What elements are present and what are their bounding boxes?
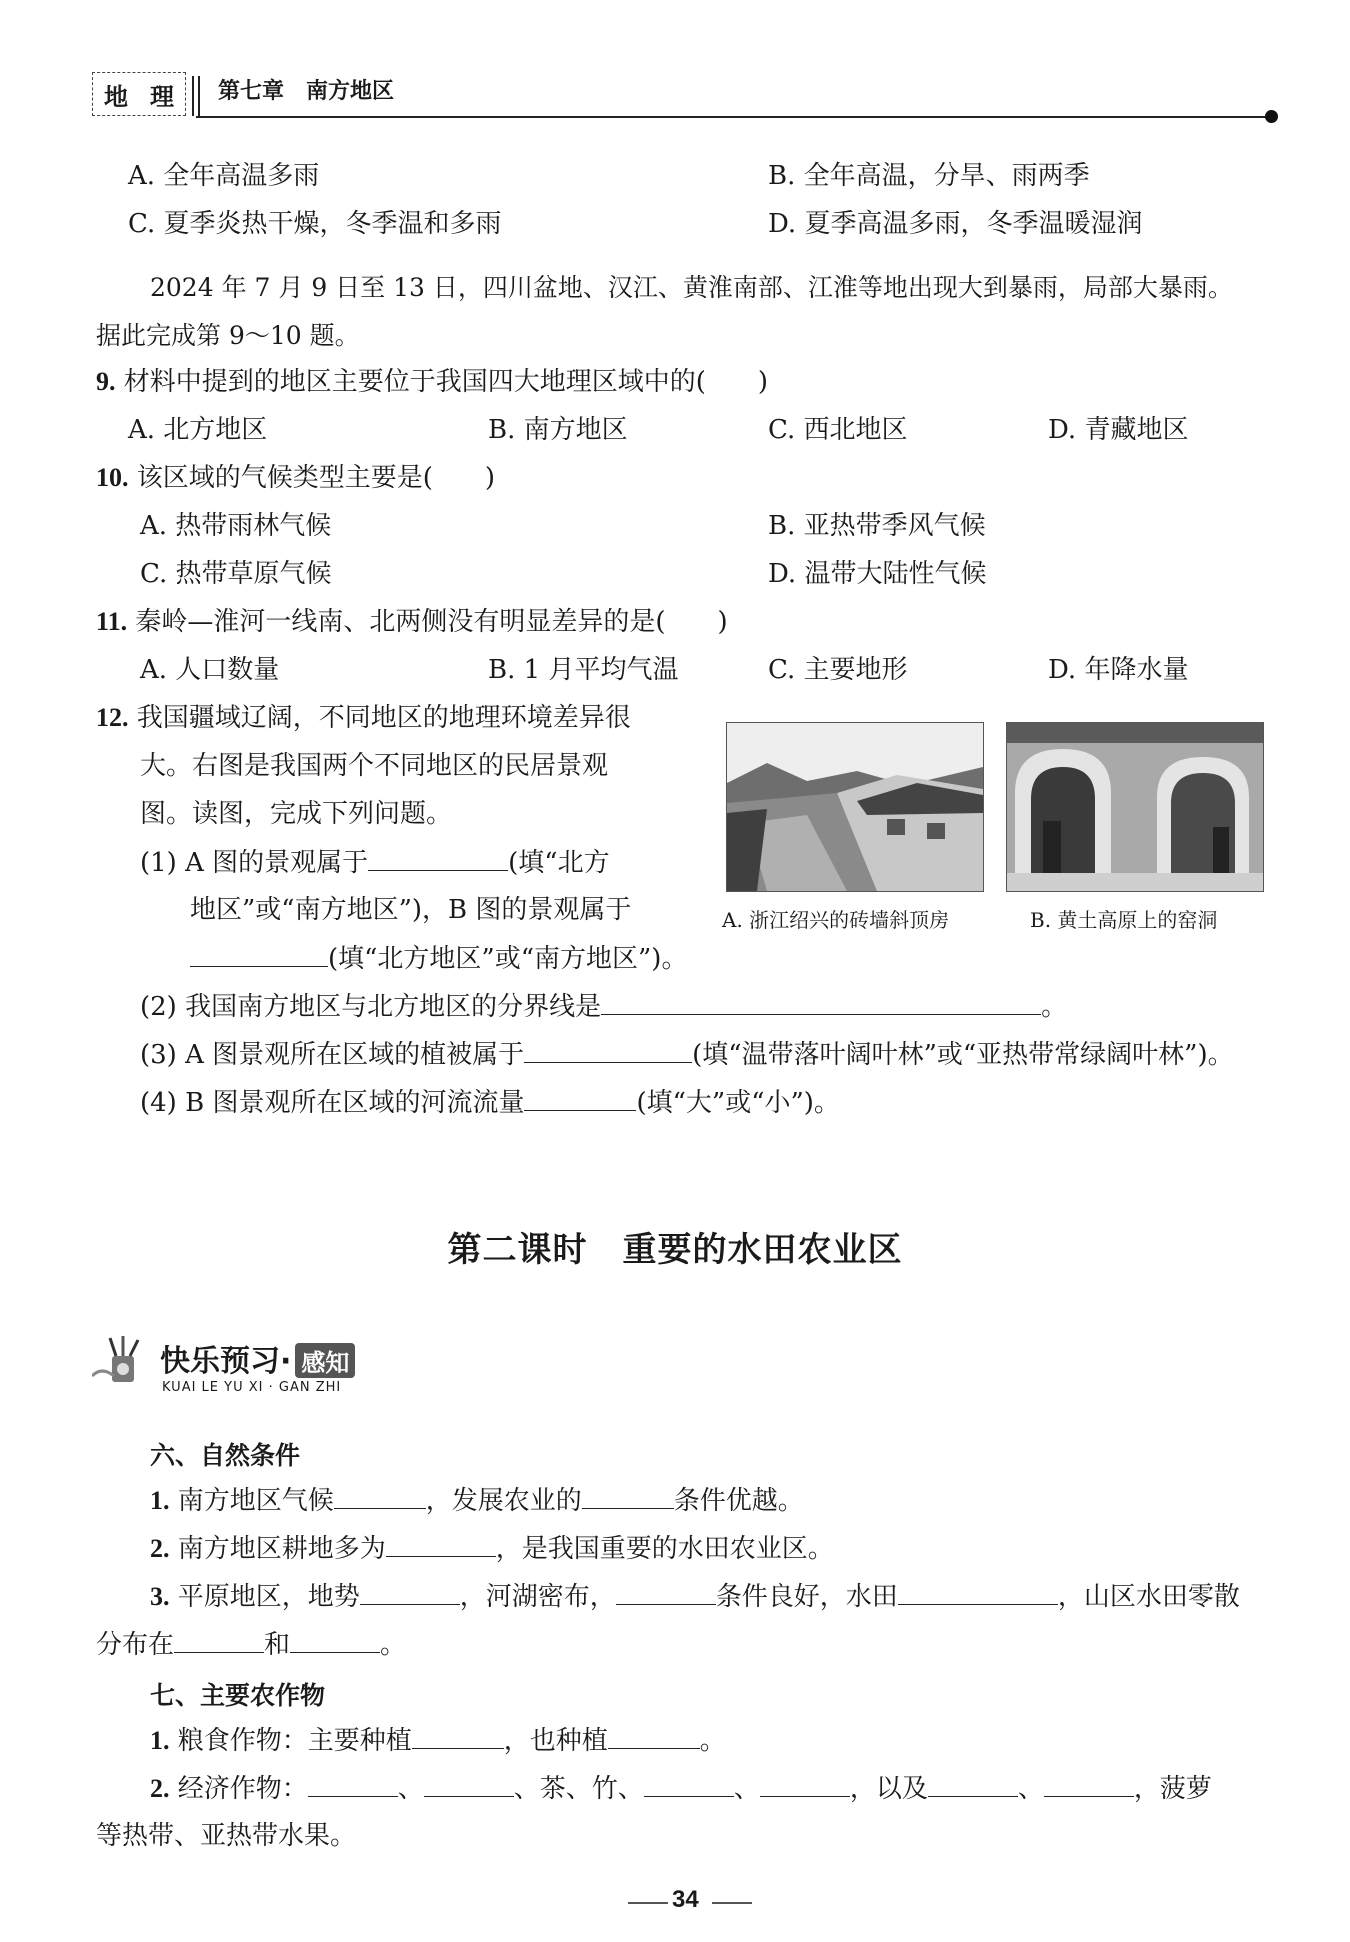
item-text: 、 (733, 1774, 760, 1804)
item-number: 3. (150, 1582, 170, 1611)
item-number: 1. (150, 1726, 170, 1755)
answer-blank[interactable] (360, 1578, 460, 1605)
item-text: ，以及 (849, 1774, 928, 1804)
q12-part-1-line-1 (140, 844, 610, 881)
section-6-item-3-cont (96, 1626, 406, 1663)
subject-char-1: 地 (104, 81, 128, 111)
item-text: ，发展农业的 (425, 1486, 582, 1516)
part-text: 。 (1041, 992, 1068, 1022)
answer-blank[interactable] (928, 1770, 1018, 1797)
chapter-title: 第七章 南方地区 (218, 78, 395, 104)
q11-option-b: B. 1 月平均气温 (488, 655, 679, 685)
question-11 (96, 604, 728, 640)
q12-part-1-line-3 (190, 940, 687, 977)
question-stem: 我国疆域辽阔，不同地区的地理环境差异很 (136, 703, 631, 733)
item-text: 、 (1017, 1774, 1044, 1804)
q12-part-4 (140, 1084, 840, 1121)
part-text: (填“温带落叶阔叶林”或“亚热带常绿阔叶林”)。 (692, 1040, 1234, 1070)
section-6-item-3 (150, 1578, 1240, 1615)
question-stem: 该区域的气候类型主要是( ) (136, 463, 496, 493)
photo-a-brick-houses (726, 722, 984, 892)
item-text: 。 (380, 1630, 407, 1660)
part-text: (3) A 图景观所在区域的植被属于 (140, 1040, 525, 1070)
photo-b-caption: B. 黄土高原上的窑洞 (1030, 908, 1218, 932)
q10-option-a: A. 热带雨林气候 (140, 511, 332, 541)
q8-option-d: D. 夏季高温多雨，冬季温暖湿润 (768, 209, 1143, 239)
q8-option-b: B. 全年高温，分旱、雨两季 (768, 161, 1090, 191)
pencil-cup-icon (92, 1336, 152, 1386)
preview-title: 快乐预习· (160, 1344, 292, 1379)
question-number: 11. (96, 607, 128, 636)
page-number: 34 (672, 1886, 699, 1913)
section-7-item-1 (150, 1722, 726, 1759)
q11-option-c: C. 主要地形 (768, 655, 908, 685)
item-text: 、茶、竹、 (513, 1774, 644, 1804)
q12-stem-line-3: 图。读图，完成下列问题。 (140, 799, 453, 829)
part-text: (填“大”或“小”)。 (636, 1088, 840, 1118)
item-text: ，也种植 (503, 1726, 608, 1756)
section-7-item-2-cont: 等热带、亚热带水果。 (96, 1821, 357, 1851)
q12-part-2 (140, 988, 1067, 1025)
item-text: 条件良好，水田 (715, 1582, 898, 1612)
answer-blank[interactable] (290, 1626, 380, 1653)
item-text: ，菠萝 (1133, 1774, 1212, 1804)
answer-blank[interactable] (601, 988, 1041, 1015)
section-7-item-2 (150, 1770, 1212, 1807)
q9-option-a: A. 北方地区 (128, 415, 268, 445)
part-text: (1) A 图的景观属于 (140, 848, 369, 878)
q12-part-1-line-2: 地区”或“南方地区”)，B 图的景观属于 (190, 895, 632, 925)
item-text: 经济作物： (177, 1774, 308, 1804)
item-number: 2. (150, 1774, 170, 1803)
answer-blank[interactable] (424, 1770, 514, 1797)
part-text: (4) B 图景观所在区域的河流流量 (140, 1088, 525, 1118)
q8-option-a: A. 全年高温多雨 (128, 161, 320, 191)
item-number: 2. (150, 1534, 170, 1563)
q10-option-d: D. 温带大陆性气候 (768, 559, 987, 589)
header-divider (192, 76, 194, 116)
answer-blank[interactable] (524, 1084, 636, 1111)
item-text: 粮食作物：主要种植 (177, 1726, 412, 1756)
answer-blank[interactable] (386, 1530, 496, 1557)
page-number-dash-right (712, 1902, 752, 1904)
question-number: 12. (96, 703, 129, 732)
preview-badge: 感知 (295, 1343, 355, 1378)
q9-option-b: B. 南方地区 (488, 415, 628, 445)
question-stem: 秦岭—淮河一线南、北两侧没有明显差异的是( ) (135, 607, 728, 637)
preview-banner (160, 1336, 355, 1380)
preview-pinyin: KUAI LE YU XI · GAN ZHI (162, 1380, 342, 1395)
answer-blank[interactable] (308, 1770, 398, 1797)
question-10 (96, 460, 495, 496)
question-number: 9. (96, 367, 116, 396)
answer-blank[interactable] (174, 1626, 264, 1653)
header-rule (196, 116, 1271, 118)
answer-blank[interactable] (616, 1578, 716, 1605)
lesson-title: 第二课时 重要的水田农业区 (447, 1230, 903, 1270)
item-text: 南方地区耕地多为 (177, 1534, 386, 1564)
item-number: 1. (150, 1486, 170, 1515)
answer-blank[interactable] (582, 1482, 674, 1509)
q8-option-c: C. 夏季炎热干燥，冬季温和多雨 (128, 209, 502, 239)
question-12 (96, 700, 631, 736)
question-number: 10. (96, 463, 129, 492)
header-rule-dot (1265, 110, 1278, 123)
answer-blank[interactable] (1044, 1770, 1134, 1797)
item-text: 、 (397, 1774, 424, 1804)
answer-blank[interactable] (898, 1578, 1058, 1605)
answer-blank[interactable] (412, 1722, 504, 1749)
material-line-1: 2024 年 7 月 9 日至 13 日，四川盆地、汉江、黄淮南部、江淮等地出现大到暴雨，局部大暴雨。 (150, 273, 1233, 302)
item-text: 。 (699, 1726, 726, 1756)
q10-option-b: B. 亚热带季风气候 (768, 511, 986, 541)
subject-badge (92, 72, 186, 116)
answer-blank[interactable] (190, 940, 328, 967)
answer-blank[interactable] (524, 1036, 692, 1063)
answer-blank[interactable] (334, 1482, 426, 1509)
q11-option-d: D. 年降水量 (1048, 655, 1189, 685)
item-text: ，是我国重要的水田农业区。 (495, 1534, 834, 1564)
answer-blank[interactable] (644, 1770, 734, 1797)
item-text: 南方地区气候 (177, 1486, 334, 1516)
q9-option-c: C. 西北地区 (768, 415, 908, 445)
section-6-item-2 (150, 1530, 834, 1567)
item-text: ，河湖密布， (459, 1582, 616, 1612)
item-text: 平原地区，地势 (177, 1582, 360, 1612)
item-text: 和 (264, 1630, 291, 1660)
question-stem: 材料中提到的地区主要位于我国四大地理区域中的( ) (123, 367, 769, 397)
material-line-2: 据此完成第 9～10 题。 (96, 321, 360, 350)
item-text: 条件优越。 (673, 1486, 804, 1516)
answer-blank[interactable] (608, 1722, 700, 1749)
section-6-heading: 六、自然条件 (150, 1441, 301, 1470)
q12-stem-line-2: 大。右图是我国两个不同地区的民居景观 (140, 751, 609, 781)
photo-b-cave-dwellings (1006, 722, 1264, 892)
q9-option-d: D. 青藏地区 (1048, 415, 1189, 445)
question-9 (96, 364, 768, 400)
header-divider (198, 76, 200, 116)
q12-part-3 (140, 1036, 1234, 1073)
part-text: (填“北方地区”或“南方地区”)。 (328, 944, 688, 974)
q10-option-c: C. 热带草原气候 (140, 559, 332, 589)
part-text: (填“北方 (508, 848, 610, 878)
answer-blank[interactable] (368, 844, 508, 871)
section-7-heading: 七、主要农作物 (150, 1681, 326, 1710)
part-text: (2) 我国南方地区与北方地区的分界线是 (140, 992, 602, 1022)
subject-char-2: 理 (150, 81, 174, 111)
q11-option-a: A. 人口数量 (140, 655, 280, 685)
item-text: ，山区水田零散 (1057, 1582, 1240, 1612)
item-text: 分布在 (96, 1630, 175, 1660)
answer-blank[interactable] (760, 1770, 850, 1797)
photo-a-caption: A. 浙江绍兴的砖墙斜顶房 (722, 908, 950, 932)
page-number-dash-left (628, 1902, 668, 1904)
section-6-item-1 (150, 1482, 804, 1519)
